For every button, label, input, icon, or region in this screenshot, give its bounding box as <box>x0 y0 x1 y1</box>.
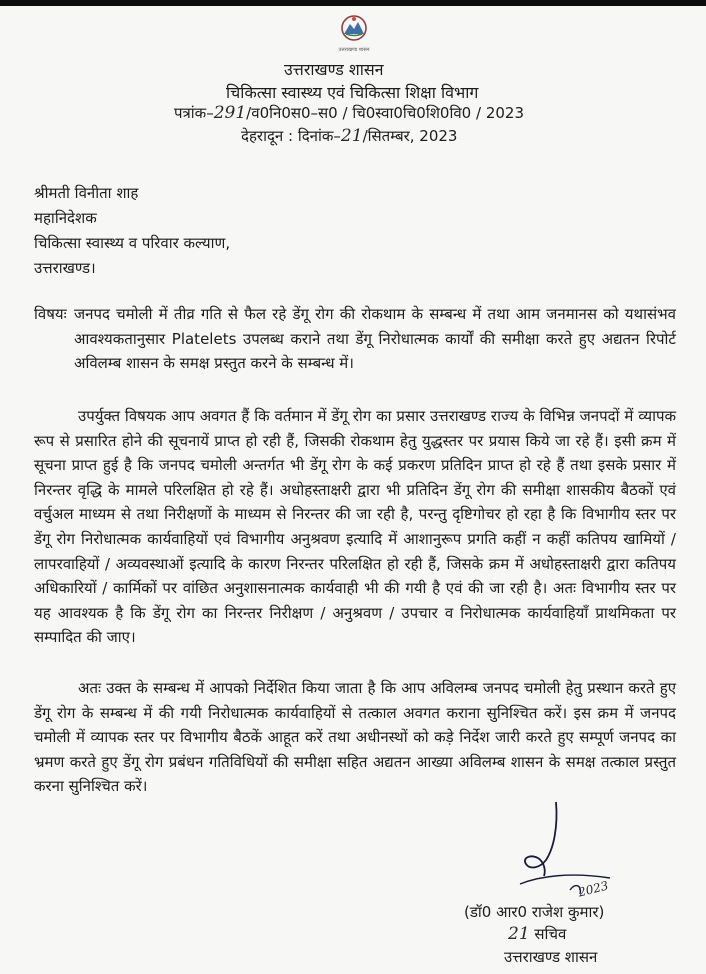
date-suffix: /सितम्बर, 2023 <box>362 127 458 145</box>
place-date <box>241 126 457 146</box>
subject-label: विषयः <box>34 305 67 323</box>
addressee-office: चिकित्सा स्वास्थ्य व परिवार कल्याण, <box>34 234 231 252</box>
signatory-designation-line <box>508 924 566 944</box>
department-heading: चिकित्सा स्वास्थ्य एवं चिकित्सा शिक्षा विभाग <box>226 83 479 102</box>
handwritten-year: 2023 <box>576 878 610 900</box>
subject-block <box>34 302 676 376</box>
signatory-government: उत्तराखण्ड शासन <box>504 948 598 966</box>
addressee-name: श्रीमती विनीता शाह <box>34 184 139 202</box>
letter-page <box>0 6 706 974</box>
letter-number <box>174 103 524 123</box>
body-paragraph-2: अतः उक्त के सम्बन्ध में आपको निर्देशित किया जाता है कि आप अविलम्ब जनपद चमोली हेतु प्रस्थान करते हुए डेंगू रोग के सम्बन्ध में की गयी निरोधात्मक कार्यवाहियों से तत्काल अवगत कराना सुनिश्चित करें। इस क्रम में जनपद चमोली में व्यापक स्तर पर विभागीय बैठकें आहूत करें तथा अधीनस्थों को कड़े निर्देश जारी करते हुए सम्पूर्ण जनपद का भ्रमण करते हुए डेंगू रोग प्रबंधन गतिविधियों की समीक्षा सहित अद्यतन आख्या अविलम्ब शासन के समक्ष तत्काल प्रस्तुत करना सुनिश्चित करें। <box>34 679 676 796</box>
government-heading: उत्तराखण्ड शासन <box>284 60 384 79</box>
addressee-designation: महानिदेशक <box>34 209 97 227</box>
subject-text: जनपद चमोली में तीव्र गति से फैल रहे डेंगू रोग की रोकथाम के सम्बन्ध में तथा आम जनमानस को यथासंभव आवश्यकतानुसार Platelets उपलब्ध कराने तथा डेंगू निरोधात्मक कार्यों की समीक्षा करते हुए अद्यतन रिपोर्ट अविलम्ब शासन के समक्ष प्रस्तुत करने के सम्बन्ध में। <box>74 305 676 373</box>
signature-date-handwritten: 21 <box>508 924 530 944</box>
body-paragraph-1: उपर्युक्त विषयक आप अवगत हैं कि वर्तमान में डेंगू रोग का प्रसार उत्तराखण्ड राज्य के विभिन्न जनपदों में व्यापक रूप से प्रसारित होने की सूचनायें प्राप्त हो रही हैं, जिसकी रोकथाम हेतु युद्धस्तर पर प्रयास किये जा रहे हैं। इसी क्रम में सूचना प्राप्त हुई है कि जनपद चमोली अन्तर्गत भी डेंगू रोग के कई प्रकरण प्रतिदिन प्राप्त हो रहे हैं तथा इसके प्रसार में निरन्तर वृद्धि के मामले परिलक्षित हो रहे हैं। अधोहस्ताक्षरी द्वारा भी प्रतिदिन डेंगू रोग की समीक्षा शासकीय बैठकों एवं वर्चुअल माध्यम से तथा निरीक्षणों के माध्यम से निरन्तर की जा रही है, परन्तु दृष्टिगोचर हो रहा है कि विभागीय स्तर पर डेंगू रोग निरोधात्मक कार्यवाहियों एवं विभागीय अनुश्रवण इत्यादि में आशानुरूप प्रगति कहीं न कहीं कतिपय खामियों / लापरवाहियों / अव्यवस्थाओं इत्यादि के कारण निरन्तर परिलक्षित हो रही हैं, जिसके क्रम में अधोहस्ताक्षरी द्वारा कतिपय अधिकारियों / कार्मिकों पर वांछित अनुशासनात्मक कार्यवाही भी की गयी है एवं की जा रही है। अतः विभागीय स्तर पर यह आवश्यक है कि डेंगू रोग का निरन्तर निरीक्षण / अनुश्रवण / उपचार व निरोधात्मक कार्यवाहियाँ प्राथमिकता पर सम्पादित की जाए। <box>34 407 676 647</box>
uttarakhand-emblem-icon <box>334 10 374 54</box>
letter-number-handwritten: 291 <box>213 103 247 123</box>
letter-number-suffix: /व0नि0स0–स0 / चि0स्वा0चि0शि0वि0 / 2023 <box>246 104 524 122</box>
letter-number-prefix: पत्रांक– <box>174 104 214 122</box>
signatory-designation: सचिव <box>534 925 567 943</box>
date-handwritten: 21 <box>340 126 363 146</box>
addressee-state: उत्तराखण्ड। <box>34 259 96 277</box>
signatory-name: (डॉ0 आर0 राजेश कुमार) <box>464 903 605 921</box>
place-date-prefix: देहरादून : दिनांक– <box>241 127 341 145</box>
emblem-caption: उत्तराखण्ड शासन <box>338 47 370 53</box>
